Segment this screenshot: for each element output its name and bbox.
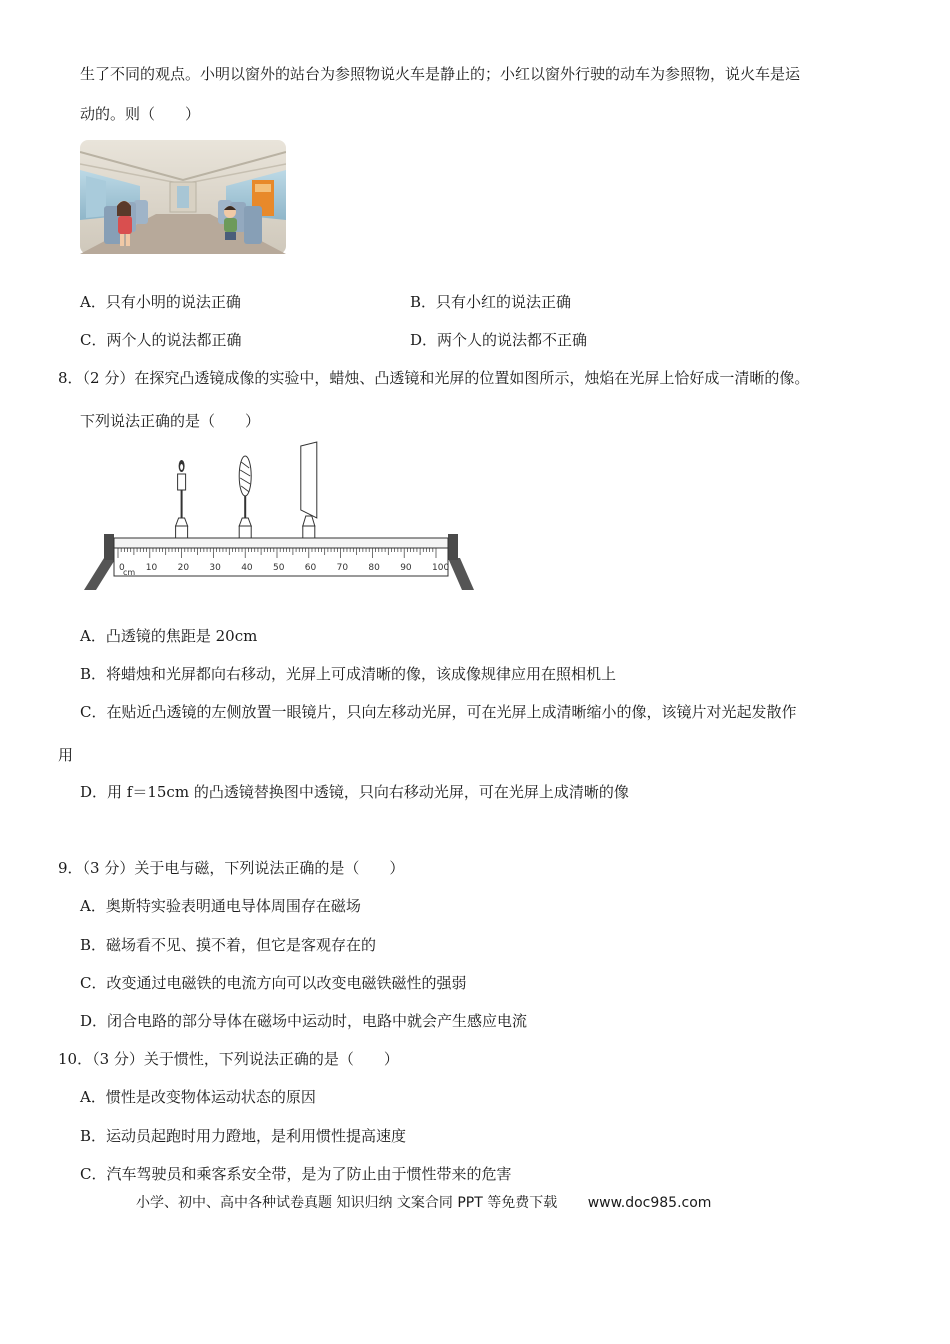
scale-tick-label: 0 [119, 563, 125, 573]
scale-tick-label: 100 [432, 563, 450, 573]
scale-tick-label: 80 [368, 563, 380, 573]
footer-link[interactable]: www.doc985.com [587, 1195, 712, 1211]
train-interior-illustration [80, 140, 286, 254]
optical-bench-diagram [84, 440, 476, 594]
scale-tick-label: 30 [209, 563, 221, 573]
q9-option-a: A．奥斯特实验表明通电导体周围存在磁场 [80, 897, 361, 915]
scale-tick-label: 60 [304, 563, 317, 573]
scale-tick-label: 50 [273, 563, 285, 573]
q7-text-line1: 生了不同的观点。小明以窗外的站台为参照物说火车是静止的；小红以窗外行驶的动车为参照物，说火车是运 [80, 65, 801, 83]
q8-stem-line2: 下列说法正确的是（ ） [80, 412, 261, 430]
scale-tick-label: 40 [241, 563, 253, 573]
q9-option-d: D．闭合电路的部分导体在磁场中运动时，电路中就会产生感应电流 [80, 1012, 528, 1030]
bench-right-end [448, 534, 458, 560]
bench-rail [114, 538, 448, 548]
q7-option-b: B．只有小红的说法正确 [410, 293, 572, 311]
q8-option-c-line2: 用 [58, 746, 74, 764]
light-screen [301, 442, 317, 538]
q7-option-a: A．只有小明的说法正确 [80, 293, 241, 311]
footer-text: 小学、初中、高中各种试卷真题 知识归纳 文案合同 PPT 等免费下载 [136, 1195, 558, 1211]
scale-tick-label: 70 [336, 563, 349, 573]
q9-option-c: C．改变通过电磁铁的电流方向可以改变电磁铁磁性的强弱 [80, 974, 467, 992]
page-footer [136, 1192, 711, 1212]
q8-option-c-line1: C．在贴近凸透镜的左侧放置一眼镜片，只向左移动光屏，可在光屏上成清晰缩小的像，该镜片对光起发散作 [80, 703, 797, 721]
q8-option-b: B．将蜡烛和光屏都向右移动，光屏上可成清晰的像，该成像规律应用在照相机上 [80, 665, 617, 683]
bench-left-end [104, 534, 114, 560]
scale-tick-label: 20 [177, 563, 190, 573]
q10-option-a: A．惯性是改变物体运动状态的原因 [80, 1088, 316, 1106]
q8-option-a: A．凸透镜的焦距是 20cm [80, 627, 258, 645]
q9-stem: 9．（3 分）关于电与磁，下列说法正确的是（ ） [58, 859, 405, 877]
q8-option-d: D．用 f＝15cm 的凸透镜替换图中透镜，只向右移动光屏，可在光屏上成清晰的像 [80, 783, 629, 801]
q10-option-c: C．汽车驾驶员和乘客系安全带，是为了防止由于惯性带来的危害 [80, 1165, 512, 1183]
scale-unit-label: cm [123, 568, 136, 577]
scale-tick-label: 90 [400, 563, 412, 573]
bench-right-leg [448, 558, 474, 590]
q7-option-d: D．两个人的说法都不正确 [410, 331, 588, 349]
convex-lens [239, 456, 251, 538]
q7-text-line2: 动的。则（ ） [80, 105, 201, 123]
q7-option-c: C．两个人的说法都正确 [80, 331, 242, 349]
q10-stem: 10．（3 分）关于惯性，下列说法正确的是（ ） [58, 1050, 399, 1068]
candle [176, 460, 188, 538]
q10-option-b: B．运动员起跑时用力蹬地，是利用惯性提高速度 [80, 1127, 407, 1145]
scale-tick-label: 10 [145, 563, 158, 573]
q8-stem-line1: 8．（2 分）在探究凸透镜成像的实验中，蜡烛、凸透镜和光屏的位置如图所示，烛焰在光屏上恰好成一清晰的像。 [58, 369, 810, 387]
q9-option-b: B．磁场看不见、摸不着，但它是客观存在的 [80, 936, 377, 954]
bench-left-leg [84, 558, 116, 590]
